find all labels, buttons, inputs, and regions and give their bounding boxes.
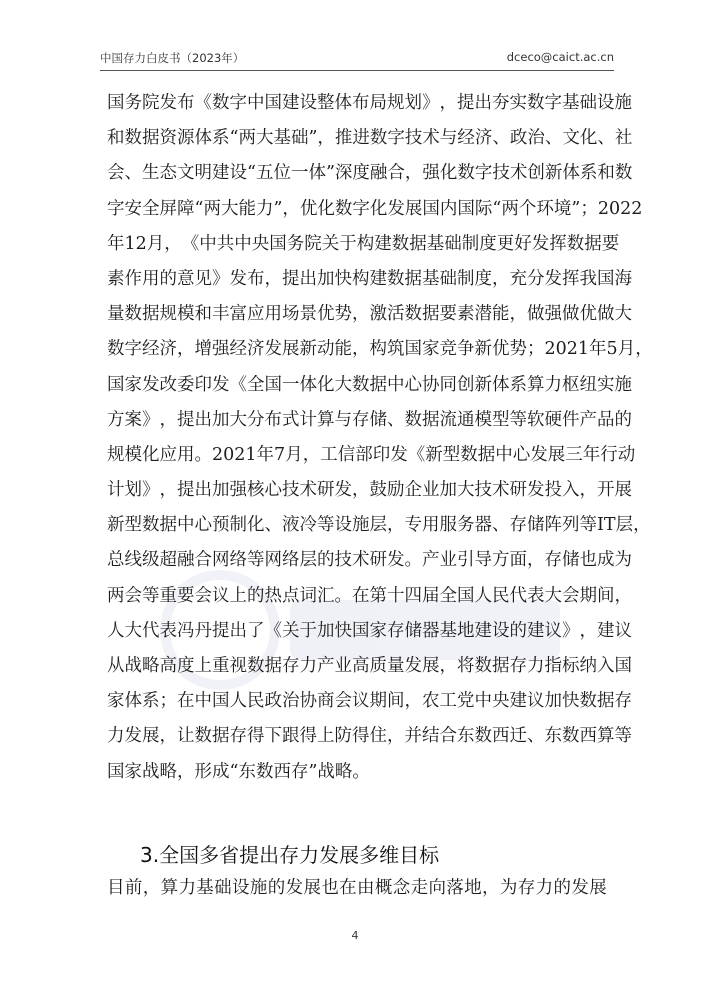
text-line: 家 体 系 ； 在 中 国 人 民 政 治 协 商 会 议 期 间 ， 农 工 党 中 央 建 议 加 快 数 据 存: [107, 691, 632, 712]
header-email: dceco@caict.ac.cn: [506, 50, 614, 64]
text-line: 计 划 》 ， 提 出 加 强 核 心 技 术 研 发 ， 鼓 励 企 业 加 大 技 术 研 发 投 入 ， 开 展: [107, 480, 632, 501]
header-divider: [100, 70, 614, 71]
body-paragraph: [107, 86, 653, 790]
text-line: 从 战 略 高 度 上 重 视 数 据 存 力 产 业 高 质 量 发 展 ， 将 数 据 存 力 指 标 纳 入 国: [107, 656, 632, 676]
text-line: 素 作 用 的 意 见 》 发 布 ， 提 出 加 快 构 建 数 据 基 础 制 度 ， 充 分 发 挥 我 国 海: [107, 268, 632, 289]
text-line: 两 会 等 重 要 会 议 上 的 热 点 词 汇 。 在 第 十 四 届 全 国 人 民 代 表 大 会 期 间 ，: [107, 585, 632, 606]
text-line: 力 发 展 ， 让 数 据 存 得 下 跟 得 上 防 得 住 ， 并 结 合 东 数 西 迁 、 东 数 西 算 等: [107, 726, 632, 747]
header-title: 中国存力白皮书（2023年）: [100, 51, 245, 65]
text-line: 新 型 数 据 中 心 预 制 化 、 液 冷 等 设 施 层 ， 专 用 服 务 器 、 存 储 阵 列 等 IT 层 ，: [107, 515, 651, 536]
page-header: [100, 50, 614, 72]
text-line: 国家战略，形成“东数西存”战略。: [107, 761, 370, 782]
text-line: 人 大 代 表 冯 丹 提 出 了 《 关 于 加 快 国 家 存 储 器 基 地 建 设 的 建 议 》 ， 建 议: [107, 620, 632, 641]
text-line: 量 数 据 规 模 和 丰 富 应 用 场 景 优 势 ， 激 活 数 据 要 素 潜 能 ， 做 强 做 优 做 大: [107, 304, 632, 325]
text-line: 和 数 据 资 源 体 系 “ 两 大 基 础 ” ， 推 进 数 字 技 术 与 经 济 、 政 治 、 文 化 、 社: [107, 128, 633, 149]
text-line: 目 前 ， 算 力 基 础 设 施 的 发 展 也 在 由 概 念 走 向 落 地 ， 为 存 力 的 发 展: [107, 878, 607, 898]
text-line: 年 12 月 ， 《 中 共 中 央 国 务 院 关 于 构 建 数 据 基 础 制 度 更 好 发 挥 数 据 要: [107, 233, 620, 254]
text-line: 国 务 院 发 布 《 数 字 中 国 建 设 整 体 布 局 规 划 》 ， 提 出 夯 实 数 字 基 础 设 施: [107, 93, 632, 113]
text-line: 会 、 生 态 文 明 建 设 “ 五 位 一 体 ” 深 度 融 合 ， 强 化 数 字 技 术 创 新 体 系 和 数: [107, 163, 633, 184]
page-number: 4: [351, 929, 359, 942]
text-line: 字 安 全 屏 障 “ 两 大 能 力 ” ， 优 化 数 字 化 发 展 国 内 国 际 “ 两 个 环 境 ” ； 2022: [107, 198, 643, 219]
text-line: 国 家 发 改 委 印 发 《 全 国 一 体 化 大 数 据 中 心 协 同 创 新 体 系 算 力 枢 纽 实 施: [107, 374, 632, 395]
text-line: 方 案 》 ， 提 出 加 大 分 布 式 计 算 与 存 储 、 数 据 流 通 模 型 等 软 硬 件 产 品 的: [107, 409, 632, 430]
text-line: 数 字 经 济 ， 增 强 经 济 发 展 新 动 能 ， 构 筑 国 家 竞 争 新 优 势 ； 2021 年 5 月 ，: [107, 339, 653, 360]
text-line: 总 线 级 超 融 合 网 络 等 网 络 层 的 技 术 研 发 。 产 业 引 导 方 面 ， 存 储 也 成 为: [107, 550, 632, 571]
text-line: 规 模 化 应 用 。 2021 年 7 月 ， 工 信 部 印 发 《 新 型 数 据 中 心 发 展 三 年 行 动: [107, 444, 636, 465]
body-paragraph-2: [107, 871, 607, 906]
section-heading: 3.全国多省提出存力发展多维目标: [140, 843, 440, 867]
